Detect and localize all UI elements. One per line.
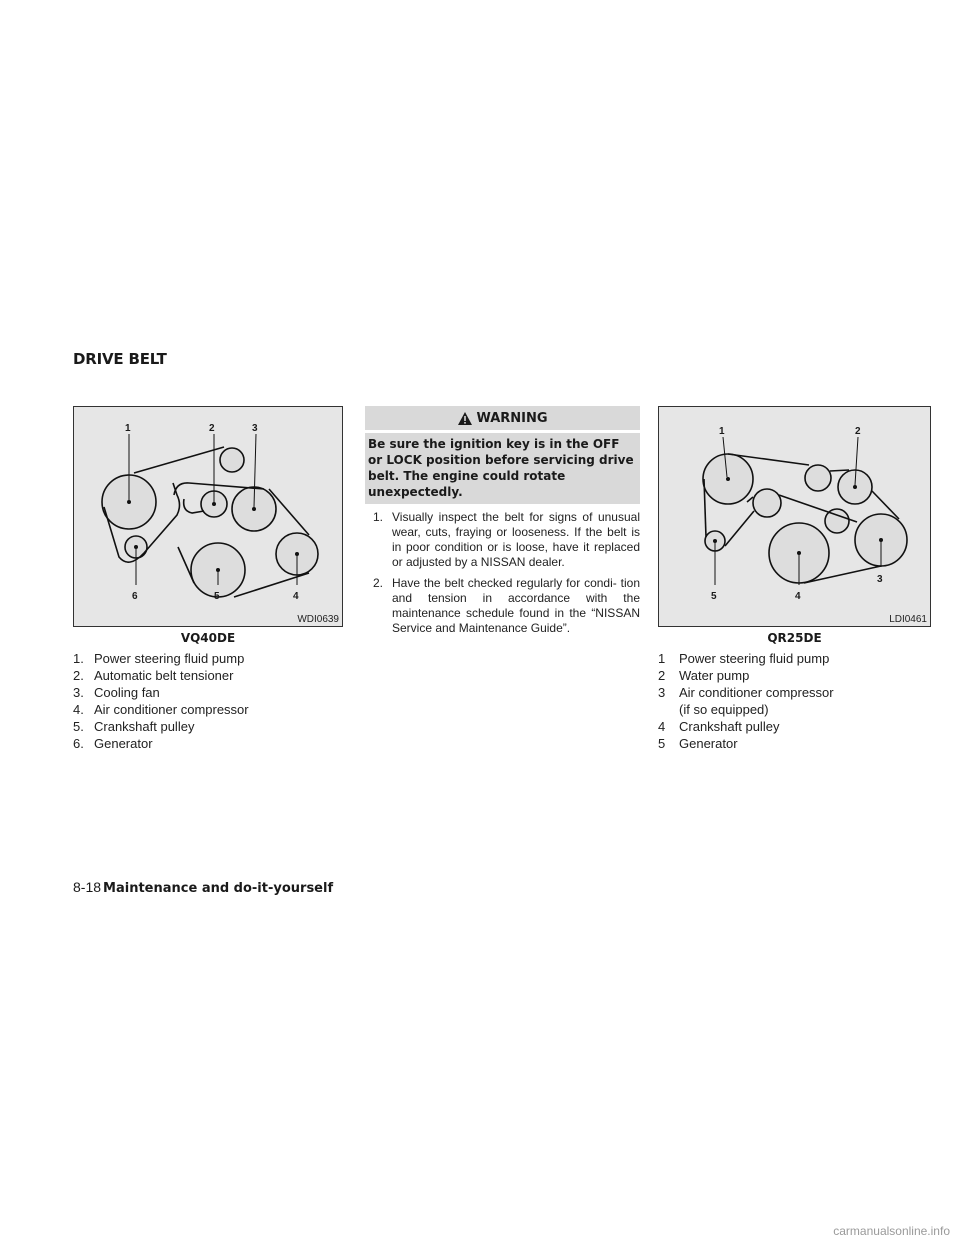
inspection-steps — [365, 510, 640, 636]
warning-text: Be sure the ignition key is in the OFF or LOCK position before servicing drive belt. The engine could rotate unexpectedly. — [365, 433, 640, 504]
callout-5: 5 — [711, 591, 717, 602]
step-item: 2. Have the belt checked regularly for condi- tion and tension in accordance with the maintenance schedule found in the “NISSAN Service and Maintenance Guide”. — [373, 576, 640, 635]
figure-caption: QR25DE — [767, 631, 822, 645]
vq40de-belt-diagram — [73, 406, 343, 627]
figure-code: WDI0639 — [297, 614, 339, 625]
warning-title: WARNING — [476, 410, 548, 426]
qr25de-belt-diagram — [658, 406, 931, 627]
callout-3: 3 — [877, 574, 883, 585]
list-item: 2. Automatic belt tensioner — [73, 668, 234, 683]
page-number: 8-18 — [73, 879, 102, 895]
callout-4: 4 — [795, 591, 801, 602]
vq40de-parts-list — [73, 650, 249, 752]
list-item: 2 Water pump — [658, 668, 750, 683]
callout-5: 5 — [214, 591, 220, 602]
pulley-idler-top — [805, 465, 831, 491]
list-item: 1 Power steering fluid pump — [658, 651, 830, 666]
list-item: 1. Power steering fluid pump — [73, 651, 245, 666]
callout-1: 1 — [719, 426, 725, 437]
list-item: 4. Air conditioner compressor — [73, 702, 249, 717]
list-item: 4 Crankshaft pulley — [658, 719, 780, 734]
figure-caption: VQ40DE — [180, 631, 236, 645]
step-item: 1. Visually inspect the belt for signs of unusual wear, cuts, fraying or looseness. If the belt is in poor condition or is loose, have it replaced or adjusted by a NISSAN dealer. — [373, 510, 640, 569]
qr25de-belt-drawing — [659, 407, 930, 626]
figure-code: LDI0461 — [889, 614, 927, 625]
chapter-title: Maintenance and do-it-yourself — [103, 881, 334, 896]
list-item: 5. Crankshaft pulley — [73, 719, 195, 734]
list-item: 5 Generator — [658, 736, 738, 751]
list-item: 6. Generator — [73, 736, 153, 751]
warning-header — [365, 406, 640, 430]
warning-triangle-icon — [457, 411, 473, 426]
list-item: 3. Cooling fan — [73, 685, 160, 700]
page-footer — [73, 879, 333, 896]
callout-2: 2 — [209, 423, 215, 434]
list-item: 3 Air conditioner compressor (if so equipped) — [658, 685, 834, 717]
qr25de-parts-list — [658, 650, 834, 752]
callout-2: 2 — [855, 426, 861, 437]
warning-box — [365, 406, 640, 642]
callout-3: 3 — [252, 423, 258, 434]
callout-6: 6 — [132, 591, 138, 602]
section-title: DRIVE BELT — [73, 350, 167, 368]
pulley-idler-mid — [753, 489, 781, 517]
pulley-top-idler — [220, 448, 244, 472]
callout-1: 1 — [125, 423, 131, 434]
vq40de-belt-drawing — [74, 407, 342, 626]
watermark[interactable]: carmanualsonline.info — [833, 1224, 950, 1238]
callout-4: 4 — [293, 591, 299, 602]
